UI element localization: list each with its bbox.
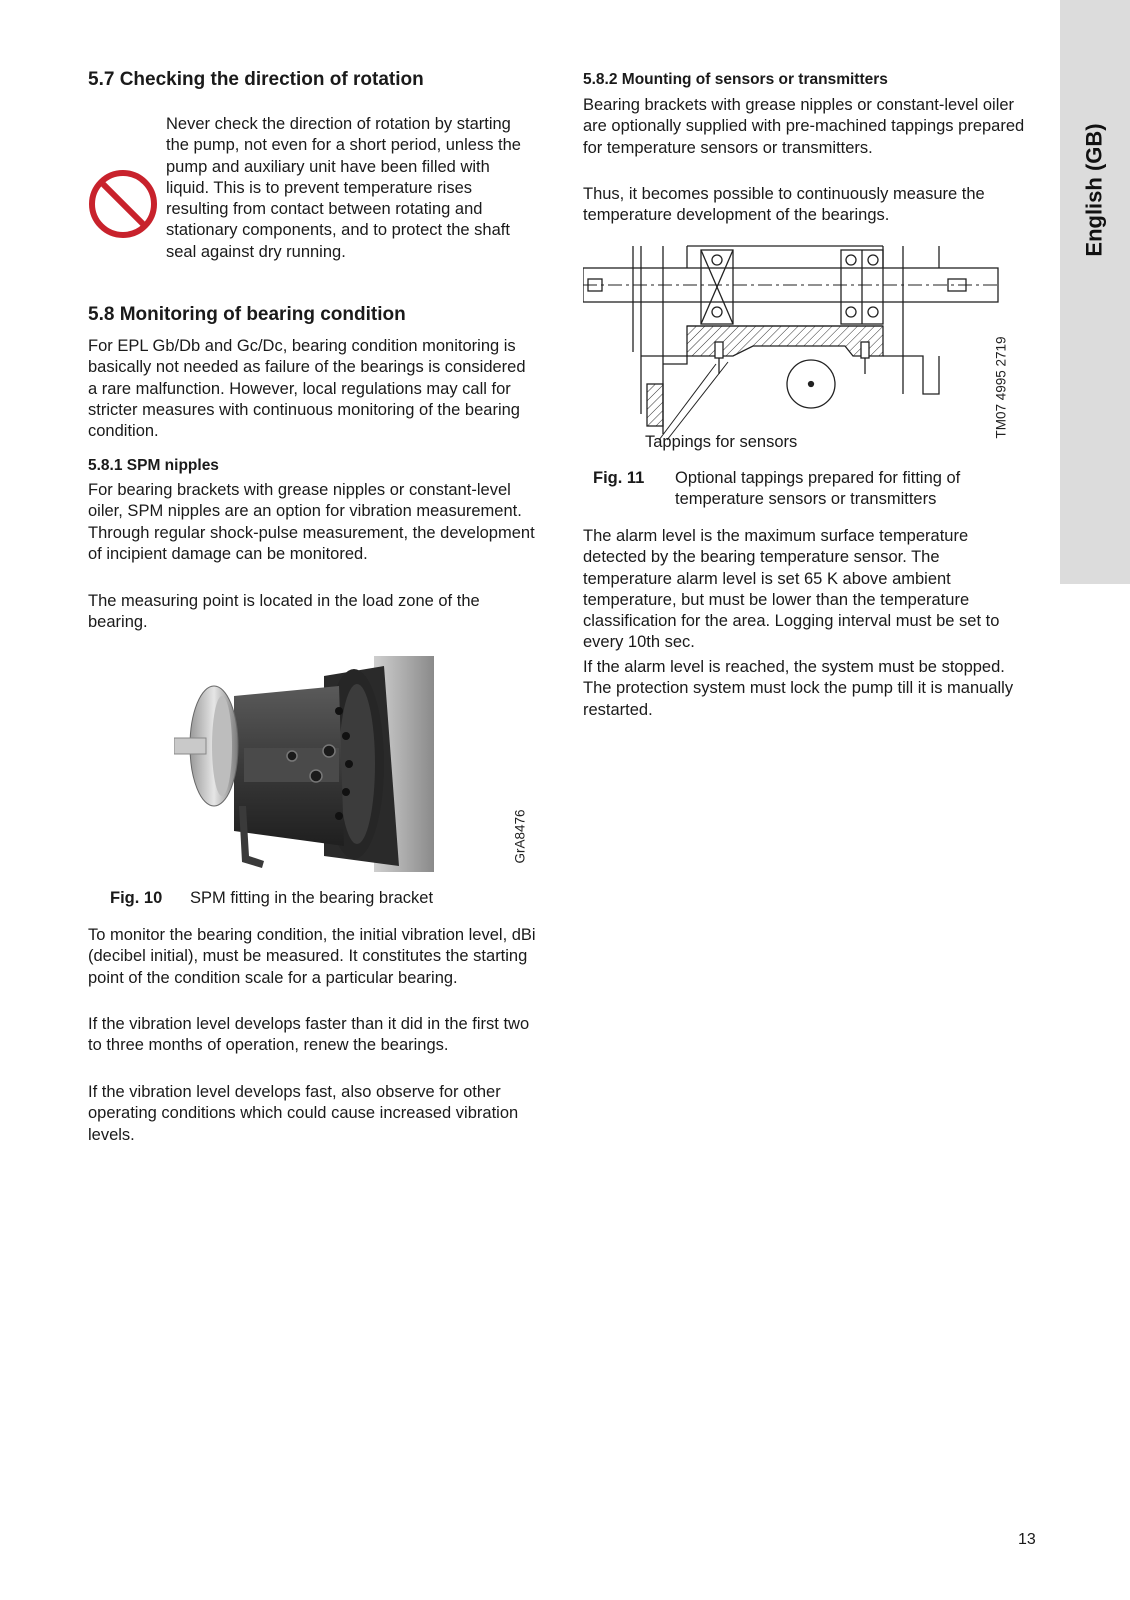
spm-para-1: For bearing brackets with grease nipples or constant-level oiler, SPM nipples are an option for vibration measurement. Through regular shock-pulse measurement, the development of incipient damage can be monitored. (88, 481, 535, 563)
figure-11-callout-wrap (645, 432, 885, 454)
figure-11-callout: Tappings for sensors (645, 433, 798, 451)
section-5-8-2-heading: 5.8.2 Mounting of sensors or transmitters (583, 71, 888, 88)
figure-11-number: Fig. 11 (593, 469, 645, 487)
figure-10-number: Fig. 10 (110, 889, 163, 907)
section-5-8-intro: For EPL Gb/Db and Gc/Dc, bearing condition monitoring is basically not needed as failure of the bearings is considered a rare malfunction. However, local regulations may call for stricter measures with continuous monitoring of the bearing condition. (88, 337, 526, 441)
page-number: 13 (1018, 1531, 1036, 1548)
figure-10-caption (110, 888, 540, 910)
figure-11-code-wrap (979, 322, 1023, 452)
spm-para-5: If the vibration level develops fast, also observe for other operating conditions which could cause increased vibration levels. (88, 1083, 519, 1144)
prohibition-icon (88, 169, 158, 239)
figure-10-code: GrA8476 (512, 808, 528, 864)
spm-para-3: To monitor the bearing condition, the initial vibration level, dBi (decibel initial), must be measured. It constitutes the starting point of the condition scale for a particular bearing. (88, 926, 536, 987)
spm-fitting-photo (174, 656, 434, 872)
sensor-para-1: Bearing brackets with grease nipples or constant-level oiler are optionally supplied with pre-machined tappings prepared for temperature sensors or transmitters. (583, 96, 1025, 157)
figure-11-code: TM07 4995 2719 (993, 335, 1009, 439)
spm-para-4: If the vibration level develops faster than it did in the first two to three months of operation, renew the bearings. (88, 1015, 530, 1055)
figure-10-code-wrap (498, 800, 542, 872)
language-tab (1060, 0, 1130, 584)
warning-text: Never check the direction of rotation by starting the pump, not even for a short period, unless the pump and auxiliary unit have been filled with liquid. This is to prevent temperature rises resulting from contact between rotating and stationary components, and to protect the shaft seal against dry running. (166, 115, 521, 261)
figure-10-caption-text: SPM fitting in the bearing bracket (190, 889, 434, 907)
section-5-8-heading: 5.8 Monitoring of bearing condition (88, 304, 406, 325)
section-5-8-1-heading: 5.8.1 SPM nipples (88, 457, 219, 474)
sensor-para-2: Thus, it becomes possible to continuously measure the temperature development of the bearings. (583, 185, 985, 225)
language-tab-label: English (GB) (1082, 123, 1107, 257)
bearing-cross-section-drawing (583, 244, 1003, 454)
spm-para-2: The measuring point is located in the load zone of the bearing. (88, 592, 480, 632)
figure-11-caption-text: Optional tappings prepared for fitting of temperature sensors or transmitters (675, 469, 961, 509)
language-tab-label-wrap (1052, 120, 1130, 260)
figure-11-caption (593, 468, 1028, 512)
section-5-7-heading: 5.7 Checking the direction of rotation (88, 69, 424, 90)
sensor-para-3: The alarm level is the maximum surface temperature detected by the bearing temperature sensor. The temperature alarm level is set 65 K above ambient temperature, but must be lower than the temperature classification for the area. Logging interval must be set to every 10th sec. (583, 527, 1000, 652)
sensor-para-4: If the alarm level is reached, the system must be stopped. The protection system must lock the pump till it is manually restarted. (583, 658, 1014, 719)
